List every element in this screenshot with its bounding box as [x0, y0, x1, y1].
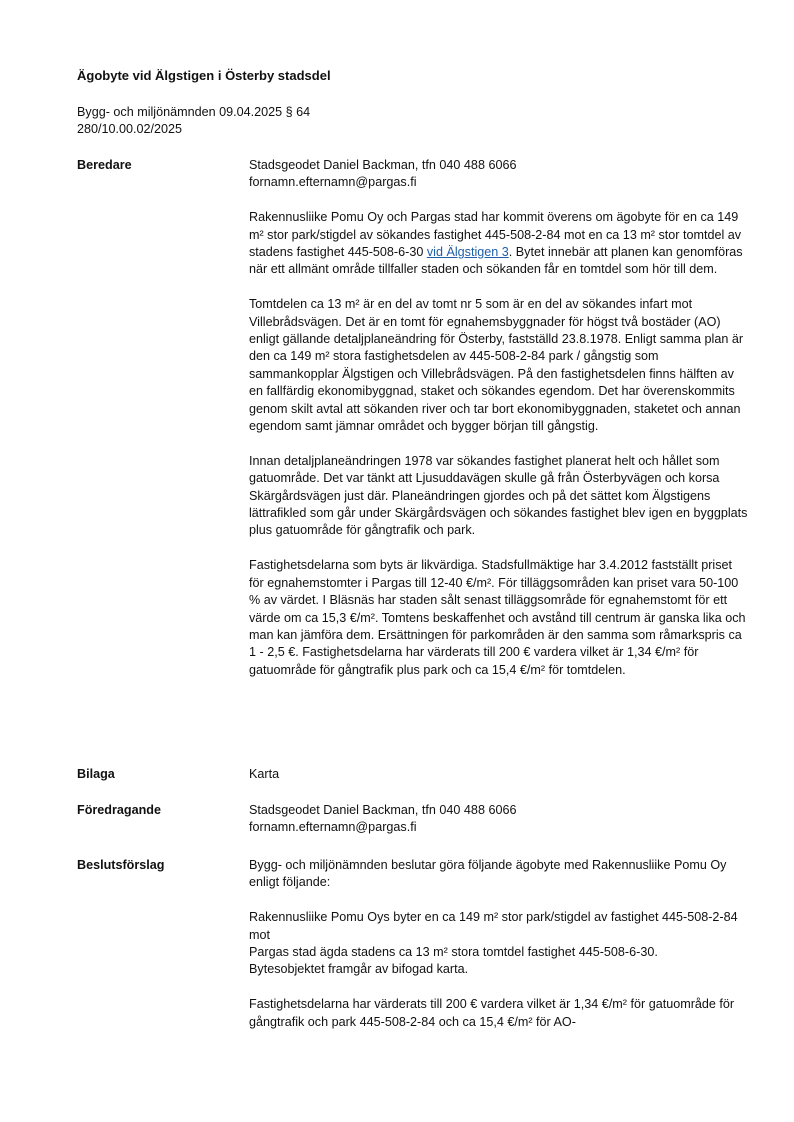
beredare-email: fornamn.efternamn@pargas.fi: [249, 175, 417, 190]
beslutsforslag-paragraph-3: Fastighetsdelarna har värderats till 200 € vardera vilket är 1,34 €/m² för gatuområde för gångtrafik och park 445-508-2-84 och ca 15,4 €/m² för AO-: [249, 997, 735, 1029]
p1-text-before-link: Rakennusliike Pomu Oy och Pargas stad har kommit överens om ägobyte för en ca 149 m² stor park/stigdel av sökandes fastighet 445-508-2-84 mot en ca 13 m² stor tomtdel av stadens fastighet 445-508-6-30: [249, 210, 742, 260]
beredare-paragraph-4: Fastighetsdelarna som byts är likvärdiga. Stadsfullmäktige har 3.4.2012 fastställt priset för egnahemstomter i Pargas till 12-40 €/m². För tilläggsområden kan priset vara 50-100 % av värdet. I Bläsnäs har staden sålt senast tilläggsområde för egnahemstomt för ett värde om ca 15,3 €/m². Tomtens beskaffenhet och avstånd till centrum är ganska lika och man kan jämföra dem. Ersättningen för parkområden är den samma som råmarkspris ca 1 - 2,5 €. Fastighetsdelarna har värderats till 200 € vardera vilket är 1,34 €/m² för gatuområde för gångtrafik plus park och ca 15,4 €/m² för tomtdelen.: [249, 558, 746, 677]
reference-number: 280/10.00.02/2025: [77, 122, 183, 137]
beredare-label: Beredare: [77, 158, 132, 172]
p1-text-after-link: . Bytet innebär att planen kan genomföras när ett allmänt område tillfaller staden och sökanden får en tomtdel som hör till dem.: [249, 245, 743, 277]
document-title: Ägobyte vid Älgstigen i Österby stadsdel: [77, 68, 331, 83]
foredragande-content: [249, 802, 749, 837]
address-link[interactable]: vid Älgstigen 3: [426, 245, 509, 260]
foredragande-email: fornamn.efternamn@pargas.fi: [249, 820, 417, 835]
beslutsforslag-content: [249, 857, 749, 1048]
beslutsforslag-paragraph-1: Bygg- och miljönämnden beslutar göra följande ägobyte med Rakennusliike Pomu Oy enligt följande:: [249, 858, 727, 890]
beredare-content: [249, 157, 749, 697]
beredare-paragraph-3: Innan detaljplaneändringen 1978 var sökandes fastighet planerat helt och hållet som gatuområde. Det var tänkt att Ljusuddavägen skulle gå från Österbyvägen och korsa Skärgårdsvägen just där. Planeändringen gjordes och på det sättet kom Älgstigens lättrafikled som går under Skärgårdsvägen och sökandes fastighet blev igen en byggplats plus gatuområde för gångtrafik och park.: [249, 453, 748, 538]
exchange-line-1: Rakennusliike Pomu Oys byter en ca 149 m² stor park/stigdel av fastighet 445-508-2-84 mot: [249, 910, 738, 942]
beredare-contact-line: Stadsgeodet Daniel Backman, tfn 040 488 6066: [249, 158, 517, 172]
exchange-line-2: Pargas stad ägda stadens ca 13 m² stora tomtdel fastighet 445-508-6-30.: [249, 945, 658, 960]
beslutsforslag-label: Beslutsförslag: [77, 858, 165, 872]
meeting-meta: [77, 104, 310, 139]
beredare-paragraph-1: [249, 209, 749, 279]
beredare-paragraph-2: Tomtdelen ca 13 m² är en del av tomt nr 5 som är en del av sökandes infart mot Villebrådsvägen. Det är en tomt för egnahemsbyggnader för högst två bostäder (AO) enligt gällande detaljplaneändring för Österby, fastställd 23.8.1978. Enligt samma plan är den ca 149 m² stora fastighetsdelen av 445-508-2-84 park / gångstig som sammankopplar Älgstigen och Villebrådsvägen. På den fastighetsdelen finns hälften av en fallfärdig ekonomibyggnad, staket och sökandes egendom. Det har överenskommits genom skilt avtal att sökanden river och tar bort ekonomibyggnaden, staketet och annan egendom samt jämnar området och bygger början till gångstig.: [249, 297, 744, 434]
beslutsforslag-paragraph-2: [249, 909, 749, 979]
foredragande-label: Föredragande: [77, 803, 161, 817]
foredragande-contact-line: Stadsgeodet Daniel Backman, tfn 040 488 6066: [249, 803, 517, 817]
exchange-line-3: Bytesobjektet framgår av bifogad karta.: [249, 962, 469, 977]
board-line: Bygg- och miljönämnden 09.04.2025 § 64: [77, 105, 311, 119]
bilaga-value: Karta: [249, 767, 280, 781]
bilaga-label: Bilaga: [77, 767, 115, 781]
beredare-contact: [249, 157, 749, 192]
